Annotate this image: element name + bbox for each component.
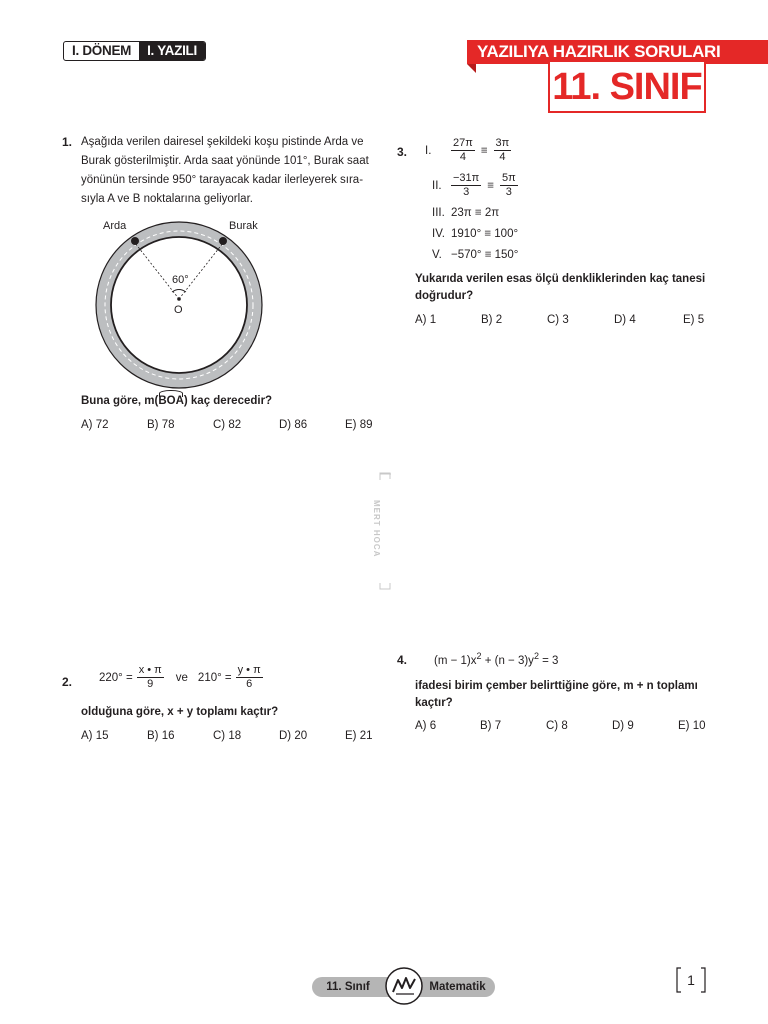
q2-and: ve — [175, 671, 188, 684]
q2-frac1 — [137, 664, 164, 691]
q3-question-line: Yukarıda verilen esas ölçü denkliklerinden kaç tanesi — [415, 273, 706, 285]
q1-line: Burak gösterilmiştir. Arda saat yönünde 101°, Burak saat — [81, 155, 369, 167]
q3-frac — [494, 137, 512, 164]
q4-question-line: ifadesi birim çember belirttiğine göre, m + n toplamı — [415, 680, 698, 692]
frac-num: 5π — [501, 172, 516, 184]
q2-number: 2. — [62, 675, 73, 689]
q4-number: 4. — [397, 653, 408, 667]
q3-text-iii: 23π ≡ 2π — [451, 207, 500, 219]
q3-frac — [500, 172, 518, 199]
q3-choice-c[interactable]: C) 3 — [547, 314, 569, 326]
q3-choice-a[interactable]: A) 1 — [415, 314, 437, 326]
q4-choice-b[interactable]: B) 7 — [480, 720, 502, 732]
q3-item-i — [425, 137, 511, 164]
q1-choice-c[interactable]: C) 82 — [213, 419, 242, 431]
q3-item-iii — [432, 207, 499, 219]
q2-choices — [81, 730, 373, 742]
q1-arc — [158, 393, 184, 410]
q4-equation — [434, 651, 558, 667]
q4-choice-a[interactable]: A) 6 — [415, 720, 437, 732]
q4-sup1: 2 — [476, 651, 482, 661]
header-banner: YAZILIYA HAZIRLIK SORULARI — [467, 40, 768, 64]
frac-num: x • π — [138, 664, 162, 676]
frac-den: 4 — [499, 151, 506, 163]
q1-question-prefix: Buna göre, m( — [81, 395, 159, 407]
q3-choices — [415, 314, 704, 326]
q3-label-iv: IV. — [432, 228, 446, 240]
arc-symbol — [159, 390, 183, 397]
label-burak: Burak — [229, 220, 258, 232]
q2-choice-a[interactable]: A) 15 — [81, 730, 109, 742]
q1-question-suffix: ) kaç derecedir? — [183, 395, 273, 407]
frac-num: −31π — [453, 172, 480, 184]
q1-question — [81, 393, 272, 410]
q2-choice-b[interactable]: B) 16 — [147, 730, 175, 742]
q3-label-i: I. — [425, 144, 432, 157]
q4-eq-c: = 3 — [538, 654, 559, 667]
frac-den: 4 — [459, 151, 466, 163]
q4-choice-c[interactable]: C) 8 — [546, 720, 568, 732]
center-label: O — [174, 304, 183, 316]
q3-choice-b[interactable]: B) 2 — [481, 314, 503, 326]
exam-label: I. YAZILI — [139, 42, 205, 60]
frac-den: 3 — [505, 186, 512, 198]
q3-equiv: ≡ — [487, 179, 494, 192]
q1-choice-d[interactable]: D) 86 — [279, 419, 308, 431]
watermark-text: MERT HOCA — [372, 500, 381, 558]
frac-den: 9 — [147, 678, 154, 690]
q3-item-iv — [432, 228, 518, 240]
point-burak — [219, 237, 227, 245]
q3-label-v: V. — [432, 249, 442, 261]
frac-den: 6 — [246, 678, 253, 690]
q4-question — [415, 678, 698, 712]
q3-equiv: ≡ — [480, 144, 488, 157]
frac-num: 27π — [453, 137, 473, 149]
q3-frac — [451, 172, 481, 199]
q1-choice-a[interactable]: A) 72 — [81, 419, 109, 431]
q2-choice-e[interactable]: E) 21 — [345, 730, 373, 742]
q1-line: Aşağıda verilen dairesel şekildeki koşu pistinde Arda ve — [81, 136, 364, 148]
q4-question-line: kaçtır? — [415, 697, 453, 709]
label-arda: Arda — [103, 220, 127, 232]
watermark — [372, 500, 396, 560]
q2-question: olduğuna göre, x + y toplamı kaçtır? — [81, 706, 279, 718]
q3-choice-d[interactable]: D) 4 — [614, 314, 636, 326]
banner-fold — [467, 64, 476, 73]
frac-num: y • π — [237, 664, 261, 676]
term-label: I. DÖNEM — [72, 43, 132, 58]
q3-question-line: doğrudur? — [415, 290, 474, 302]
q2-lhs1: 220° = — [99, 671, 133, 684]
q1-arc-text: BOA — [158, 395, 184, 407]
term-badge — [63, 41, 206, 61]
q3-text-iv: 1910° ≡ 100° — [451, 228, 519, 240]
q4-choice-d[interactable]: D) 9 — [612, 720, 634, 732]
q2-choice-c[interactable]: C) 18 — [213, 730, 242, 742]
q4-eq-a: (m − 1)x — [434, 654, 477, 667]
publisher-logo-icon — [384, 966, 424, 1006]
q3-label-iii: III. — [432, 207, 445, 219]
q4-choice-e[interactable]: E) 10 — [678, 720, 706, 732]
q1-choice-b[interactable]: B) 78 — [147, 419, 175, 431]
q1-choices — [81, 419, 373, 431]
q1-text — [81, 133, 373, 209]
frac-num: 3π — [495, 137, 510, 149]
q1-number: 1. — [62, 135, 73, 149]
q3-label-ii: II. — [432, 179, 442, 192]
q3-frac — [451, 137, 475, 164]
q2-equation — [99, 664, 263, 691]
q3-choice-e[interactable]: E) 5 — [683, 314, 705, 326]
q3-item-ii — [432, 172, 518, 199]
point-arda — [131, 237, 139, 245]
q1-line: yönünün tersinde 950° tarayacak kadar ilerleyerek sıra- — [81, 174, 364, 186]
footer-subject: Matematik — [429, 981, 486, 993]
q4-eq-b: + (n − 3)y — [481, 654, 534, 667]
q1-line: sıyla A ve B noktalarına geliyorlar. — [81, 193, 253, 205]
page-number: 1 — [687, 972, 695, 988]
q3-item-v — [432, 249, 518, 261]
footer-grade: 11. Sınıf — [326, 981, 370, 993]
q4-sup2: 2 — [533, 651, 539, 661]
q4-choices — [415, 720, 706, 732]
grade-title: 11. SINIF — [548, 62, 706, 113]
q3-question — [415, 271, 705, 305]
q3-text-v: −570° ≡ 150° — [451, 249, 519, 261]
q2-choice-d[interactable]: D) 20 — [279, 730, 308, 742]
q3-number: 3. — [397, 145, 408, 159]
angle-label: 60° — [172, 274, 189, 286]
frac-den: 3 — [463, 186, 470, 198]
q2-frac2 — [236, 664, 263, 691]
q2-lhs2: 210° = — [197, 671, 232, 684]
q1-choice-e[interactable]: E) 89 — [345, 419, 373, 431]
